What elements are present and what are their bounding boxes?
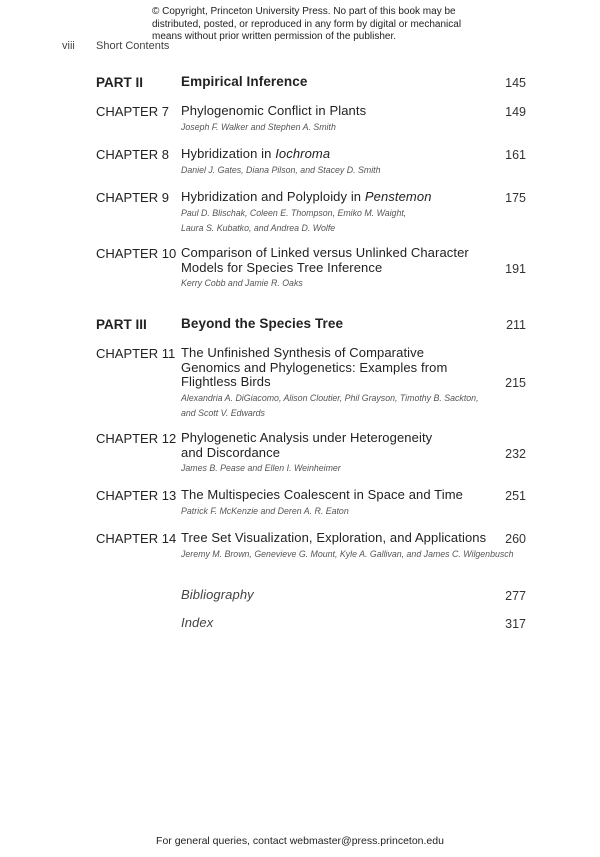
entry-title-line [181,488,491,503]
title-text: Penstemon [364,189,432,204]
entry-authors: Joseph F. Walker and Stephen A. Smith [181,121,336,132]
entry-body [181,147,491,177]
entry-body [181,431,491,476]
title-text: Genomics and Phylogenetics: Examples from [181,359,448,375]
entry-label: CHAPTER 12 [96,431,177,446]
entry-title-line [181,431,491,446]
title-text: Beyond the Species Tree [181,316,344,331]
title-text: The Multispecies Coalescent in Space and Time [181,487,463,502]
entry-authors: Kerry Cobb and Jamie R. Oaks [181,278,303,288]
page-number: 191 [505,261,526,276]
entry-authors: Paul D. Blischak, Coleen E. Thompson, Emiko M. Waight, [181,207,407,218]
title-text: Tree Set Visualization, Exploration, and Applications [181,530,487,545]
running-head: Short Contents [96,40,170,52]
title-text: Comparison of Linked versus Unlinked Character [181,245,469,260]
entry-label: CHAPTER 10 [96,246,177,261]
entry-body [181,104,491,134]
entry-body [181,246,491,291]
page-number: 232 [505,446,526,461]
entry-authors: Patrick F. McKenzie and Deren A. R. Eaton [181,505,349,516]
entry-title-line [181,346,491,361]
page-number: 277 [505,589,526,603]
entry-title-line [181,531,491,546]
entry-authors: Alexandria A. DiGiacomo, Alison Cloutier, Phil Grayson, Timothy B. Sackton, [181,392,479,403]
page-number: 251 [505,489,526,503]
entry-body [181,190,491,236]
entry-label: PART II [96,75,143,90]
entry-title-line [181,246,491,261]
entry-title-line [181,190,491,205]
page-folio: viii [62,40,75,52]
entry-label: CHAPTER 13 [96,488,177,503]
page-number: 317 [505,617,526,631]
entry-body [181,530,514,561]
entry-body [181,616,491,631]
footer-contact: For general queries, contact webmaster@press.princeton.edu [156,835,444,847]
page-number: 175 [505,191,526,205]
entry-authors: James B. Pease and Ellen I. Weinheimer [181,463,341,473]
title-text: Flightless Birds [181,374,271,389]
entry-body [181,488,491,518]
entry-title-line [181,75,491,90]
entry-title-line [181,261,491,276]
entry-title-line [181,616,491,631]
page-number: 260 [505,532,526,546]
title-text: Phylogenetic Analysis under Heterogeneity [181,430,433,445]
entry-label: PART III [96,317,147,332]
entry-title-line [181,375,491,390]
entry-title-line [181,104,491,119]
entry-title-line [181,588,491,603]
entry-title-line [181,361,491,376]
entry-label: CHAPTER 7 [96,104,169,119]
entry-label: CHAPTER 8 [96,147,169,162]
page-number: 211 [506,318,526,332]
title-text: Phylogenomic Conflict in Plants [181,103,367,118]
entry-label: CHAPTER 14 [96,531,177,546]
entry-title-line [181,446,491,461]
entry-body [181,588,491,603]
entry-authors: Daniel J. Gates, Diana Pilson, and Stacey D. Smith [181,164,381,175]
title-text: Bibliography [181,587,254,602]
entry-title-line [181,317,491,332]
title-text: and Discordance [181,444,281,460]
entry-authors: Jeremy M. Brown, Genevieve G. Mount, Kyle A. Gallivan, and James C. Wilgenbusch [181,548,514,559]
page-number: 161 [505,148,526,162]
entry-authors: Laura S. Kubatko, and Andrea D. Wolfe [181,223,336,233]
title-text: Models for Species Tree Inference [181,259,383,275]
title-text: Hybridization in [181,146,276,161]
title-text: Index [181,615,214,630]
entry-label: CHAPTER 9 [96,190,169,205]
entry-authors: and Scott V. Edwards [181,408,265,418]
entry-body [181,317,491,332]
title-text: Empirical Inference [181,74,308,89]
title-text: Hybridization and Polyploidy in [181,189,365,204]
title-text: Iochroma [275,146,331,161]
page-number: 215 [505,376,526,390]
copyright-notice: © Copyright, Princeton University Press. No part of this book may be distributed, posted, or reproduced in any form by digital or mechanical means without prior written permission of the publisher. [152,6,462,42]
entry-body [181,346,491,421]
entry-title-line [181,147,491,162]
page-number: 145 [505,76,526,90]
page-number: 149 [505,105,526,119]
entry-label: CHAPTER 11 [96,346,176,361]
title-text: The Unfinished Synthesis of Comparative [181,345,425,360]
entry-body [181,75,491,90]
